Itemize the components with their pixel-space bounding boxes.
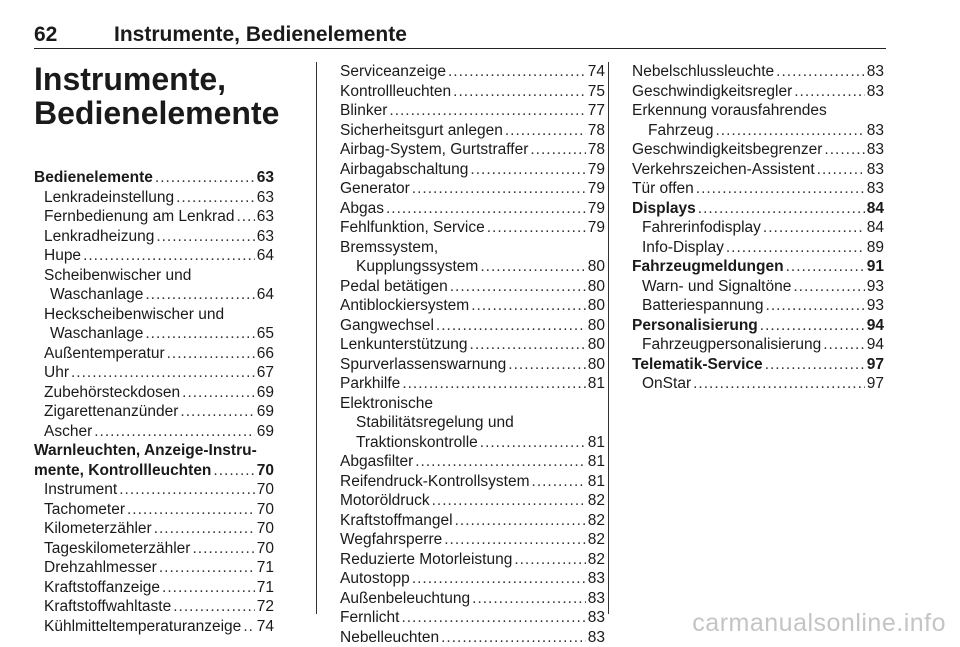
toc-entry-label: Elektronische — [340, 395, 433, 412]
toc-page-number: 67 — [257, 363, 274, 383]
toc-entry[interactable] — [632, 62, 884, 82]
toc-page-number: 83 — [867, 82, 884, 102]
toc-entry-label: Warnleuchten, Anzeige-Instru- — [34, 442, 257, 459]
toc-entry[interactable] — [340, 238, 605, 258]
toc-leader-dots — [412, 179, 586, 199]
toc-page-number: 83 — [588, 608, 605, 628]
chapter-title-line-2: Bedienelemente — [34, 96, 274, 130]
toc-leader-dots — [470, 335, 586, 355]
toc-entry-label: Kontrollleuchten — [340, 82, 451, 102]
toc-entry-label: Uhr — [44, 363, 69, 383]
toc-entry-label: Kraftstoffmangel — [340, 511, 453, 531]
toc-leader-dots — [530, 140, 585, 160]
toc-entry[interactable] — [34, 227, 274, 247]
toc-page-number: 79 — [588, 179, 605, 199]
toc-entry[interactable] — [340, 218, 605, 238]
toc-page-number: 94 — [867, 316, 884, 336]
toc-entry-label: mente, Kontrollleuchten — [34, 461, 211, 481]
column-divider-2 — [608, 62, 609, 614]
toc-entry-label: Parkhilfe — [340, 374, 400, 394]
toc-leader-dots — [94, 422, 255, 442]
toc-entry[interactable] — [340, 628, 605, 647]
toc-leader-dots — [793, 277, 864, 297]
toc-entry-label: Info-Display — [642, 238, 724, 258]
toc-leader-dots — [154, 519, 255, 539]
toc-leader-dots — [145, 324, 254, 344]
toc-page-number: 82 — [588, 491, 605, 511]
watermark: carmanualsonline.info — [692, 609, 946, 638]
toc-entry[interactable] — [340, 472, 605, 492]
toc-entry-label: Fahrzeugmeldungen — [632, 257, 784, 277]
toc-entry[interactable] — [34, 363, 274, 383]
toc-list-1 — [34, 168, 274, 636]
toc-leader-dots — [480, 433, 586, 453]
toc-entry-label: Heckscheibenwischer und — [44, 306, 224, 323]
toc-leader-dots — [71, 363, 255, 383]
toc-page-number: 80 — [588, 335, 605, 355]
toc-entry[interactable] — [340, 511, 605, 531]
toc-entry-label: Airbagabschaltung — [340, 160, 468, 180]
header-title: Instrumente, Bedienelemente — [114, 22, 407, 48]
toc-page-number: 94 — [867, 335, 884, 355]
toc-entry-label: Personalisierung — [632, 316, 758, 336]
toc-leader-dots — [83, 246, 255, 266]
toc-entry[interactable] — [34, 246, 274, 266]
toc-page-number: 72 — [257, 597, 274, 617]
toc-section[interactable] — [632, 257, 884, 277]
toc-entry[interactable] — [632, 335, 884, 355]
toc-entry[interactable] — [340, 316, 605, 336]
toc-leader-dots — [760, 316, 865, 336]
toc-leader-dots — [450, 277, 586, 297]
toc-page-number: 63 — [257, 207, 274, 227]
toc-entry-label: Zigarettenanzünder — [44, 402, 178, 422]
toc-page-number: 79 — [588, 218, 605, 238]
toc-page-number: 80 — [588, 316, 605, 336]
toc-entry[interactable] — [34, 500, 274, 520]
toc-page-number: 78 — [588, 121, 605, 141]
toc-page-number: 82 — [588, 511, 605, 531]
toc-page-number: 66 — [257, 344, 274, 364]
toc-entry-label: Außentemperatur — [44, 344, 165, 364]
toc-page-number: 80 — [588, 296, 605, 316]
toc-entry[interactable] — [632, 121, 884, 141]
toc-entry[interactable] — [340, 179, 605, 199]
toc-entry-label: Geschwindigkeitsbegrenzer — [632, 140, 822, 160]
toc-page-number: 79 — [588, 160, 605, 180]
toc-leader-dots — [766, 296, 865, 316]
toc-entry[interactable] — [34, 519, 274, 539]
toc-entry-label: Drehzahlmesser — [44, 558, 157, 578]
toc-entry[interactable] — [340, 140, 605, 160]
toc-leader-dots — [444, 530, 586, 550]
toc-entry[interactable] — [34, 402, 274, 422]
toc-page-number: 70 — [257, 480, 274, 500]
toc-page-number: 83 — [867, 140, 884, 160]
toc-entry-label: Spurverlassenswarnung — [340, 355, 506, 375]
toc-page-number: 97 — [867, 374, 884, 394]
toc-entry[interactable] — [34, 285, 274, 305]
toc-entry[interactable] — [632, 296, 884, 316]
toc-section[interactable] — [34, 441, 274, 461]
toc-page-number: 75 — [588, 82, 605, 102]
toc-page-number: 84 — [867, 199, 884, 219]
toc-entry[interactable] — [340, 491, 605, 511]
toc-entry[interactable] — [340, 589, 605, 609]
toc-entry-label: Waschanlage — [50, 285, 143, 305]
toc-entry[interactable] — [340, 452, 605, 472]
toc-page-number: 83 — [867, 160, 884, 180]
toc-page-number: 81 — [588, 433, 605, 453]
toc-entry-label: Nebelschlussleuchte — [632, 62, 774, 82]
toc-page-number: 83 — [867, 179, 884, 199]
toc-leader-dots — [776, 62, 865, 82]
toc-leader-dots — [696, 179, 865, 199]
page-number: 62 — [34, 22, 57, 48]
toc-page-number: 70 — [257, 539, 274, 559]
toc-entry[interactable] — [340, 160, 605, 180]
toc-entry-label: Motoröldruck — [340, 491, 430, 511]
toc-page-number: 70 — [257, 461, 274, 481]
toc-entry[interactable] — [34, 578, 274, 598]
toc-leader-dots — [155, 168, 255, 188]
toc-page-number: 71 — [257, 558, 274, 578]
toc-leader-dots — [432, 491, 586, 511]
toc-leader-dots — [167, 344, 255, 364]
toc-entry-label: Bedienelemente — [34, 168, 153, 188]
toc-entry[interactable] — [340, 413, 605, 433]
toc-entry-label: Blinker — [340, 101, 387, 121]
toc-entry[interactable] — [340, 374, 605, 394]
toc-entry-label: Kühlmitteltemperaturanzeige — [44, 617, 241, 637]
toc-leader-dots — [505, 121, 586, 141]
toc-entry[interactable] — [340, 355, 605, 375]
toc-entry[interactable] — [632, 140, 884, 160]
toc-entry[interactable] — [340, 550, 605, 570]
toc-entry[interactable] — [34, 558, 274, 578]
column-divider-1 — [316, 62, 317, 614]
toc-entry[interactable] — [34, 344, 274, 364]
toc-leader-dots — [693, 374, 865, 394]
toc-entry-label: Pedal betätigen — [340, 277, 448, 297]
toc-leader-dots — [698, 199, 865, 219]
toc-entry-label: Kraftstoffanzeige — [44, 578, 160, 598]
toc-section[interactable] — [34, 168, 274, 188]
toc-entry-label: Abgas — [340, 199, 384, 219]
toc-leader-dots — [192, 539, 254, 559]
toc-entry[interactable] — [340, 257, 605, 277]
toc-entry[interactable] — [632, 218, 884, 238]
toc-entry-label: Außenbeleuchtung — [340, 589, 470, 609]
toc-entry-label: Reifendruck-Kontrollsystem — [340, 472, 530, 492]
toc-entry-label: Tachometer — [44, 500, 125, 520]
toc-page-number: 71 — [257, 578, 274, 598]
toc-page-number: 78 — [588, 140, 605, 160]
toc-section[interactable] — [632, 316, 884, 336]
toc-entry-label: Kilometerzähler — [44, 519, 152, 539]
toc-page-number: 93 — [867, 277, 884, 297]
toc-entry[interactable] — [34, 207, 274, 227]
toc-entry-label: Fahrerinfodisplay — [642, 218, 761, 238]
toc-entry[interactable] — [340, 199, 605, 219]
toc-entry[interactable] — [632, 160, 884, 180]
toc-entry[interactable] — [340, 296, 605, 316]
toc-entry-label: Fehlfunktion, Service — [340, 218, 485, 238]
toc-entry[interactable] — [340, 433, 605, 453]
toc-leader-dots — [715, 121, 864, 141]
toc-leader-dots — [824, 140, 864, 160]
toc-page-number: 83 — [588, 569, 605, 589]
toc-section[interactable] — [632, 199, 884, 219]
toc-page-number: 65 — [257, 324, 274, 344]
toc-entry[interactable] — [34, 597, 274, 617]
toc-entry[interactable] — [34, 480, 274, 500]
toc-entry-label: OnStar — [642, 374, 691, 394]
toc-entry[interactable] — [340, 101, 605, 121]
toc-page-number: 82 — [588, 550, 605, 570]
toc-leader-dots — [156, 227, 254, 247]
toc-page-number: 80 — [588, 277, 605, 297]
toc-page-number: 63 — [257, 227, 274, 247]
toc-entry-label: Lenkradheizung — [44, 227, 154, 247]
toc-leader-dots — [389, 101, 585, 121]
toc-leader-dots — [765, 355, 865, 375]
toc-entry-label: Erkennung vorausfahrendes — [632, 102, 827, 119]
toc-leader-dots — [401, 608, 585, 628]
toc-entry[interactable] — [340, 62, 605, 82]
toc-column-1 — [34, 62, 274, 636]
toc-page-number: 84 — [867, 218, 884, 238]
toc-page-number: 69 — [257, 402, 274, 422]
toc-page-number: 81 — [588, 472, 605, 492]
toc-leader-dots — [182, 383, 255, 403]
toc-entry-label: Geschwindigkeitsregler — [632, 82, 792, 102]
toc-leader-dots — [402, 374, 585, 394]
toc-entry-label: Batteriespannung — [642, 296, 764, 316]
toc-entry-label: Serviceanzeige — [340, 62, 446, 82]
toc-page-number: 69 — [257, 383, 274, 403]
toc-entry[interactable] — [632, 238, 884, 258]
toc-entry[interactable] — [34, 617, 274, 637]
toc-leader-dots — [763, 218, 865, 238]
toc-page-number: 63 — [257, 188, 274, 208]
toc-entry[interactable] — [34, 422, 274, 442]
toc-list-2 — [340, 62, 605, 647]
toc-entry-label: Instrument — [44, 480, 117, 500]
toc-entry[interactable] — [34, 305, 274, 325]
toc-leader-dots — [532, 472, 586, 492]
toc-entry-label: Lenkunterstützung — [340, 335, 468, 355]
toc-leader-dots — [436, 316, 586, 336]
chapter-title — [34, 62, 274, 130]
toc-entry-label: Lenkradeinstellung — [44, 188, 174, 208]
toc-page-number: 74 — [257, 617, 274, 637]
toc-entry[interactable] — [632, 101, 884, 121]
toc-leader-dots — [441, 628, 586, 647]
toc-leader-dots — [514, 550, 585, 570]
toc-entry-label: Fahrzeug — [648, 121, 713, 141]
toc-page-number: 63 — [257, 168, 274, 188]
toc-entry[interactable] — [340, 394, 605, 414]
toc-entry-label: Gangwechsel — [340, 316, 434, 336]
toc-entry[interactable] — [340, 608, 605, 628]
toc-leader-dots — [173, 597, 255, 617]
toc-entry[interactable] — [632, 82, 884, 102]
toc-page-number: 89 — [867, 238, 884, 258]
toc-entry[interactable] — [340, 121, 605, 141]
toc-leader-dots — [243, 617, 254, 637]
toc-leader-dots — [119, 480, 255, 500]
chapter-title-line-1: Instrumente, — [34, 62, 274, 96]
toc-entry-label: Generator — [340, 179, 410, 199]
toc-page-number: 77 — [588, 101, 605, 121]
toc-entry-label: Nebelleuchten — [340, 628, 439, 647]
toc-page-number: 83 — [867, 121, 884, 141]
toc-entry-label: Displays — [632, 199, 696, 219]
toc-entry-label: Scheibenwischer und — [44, 267, 191, 284]
toc-entry[interactable] — [340, 530, 605, 550]
page-header — [34, 22, 886, 49]
toc-entry[interactable] — [340, 569, 605, 589]
toc-page-number: 74 — [588, 62, 605, 82]
toc-leader-dots — [236, 207, 254, 227]
toc-entry[interactable] — [34, 188, 274, 208]
toc-page-number: 83 — [588, 589, 605, 609]
toc-leader-dots — [412, 569, 586, 589]
toc-leader-dots — [817, 160, 865, 180]
toc-page-number: 93 — [867, 296, 884, 316]
toc-entry-label: Telematik-Service — [632, 355, 763, 375]
toc-column-3 — [632, 62, 884, 394]
toc-leader-dots — [487, 218, 586, 238]
toc-page-number: 70 — [257, 519, 274, 539]
toc-leader-dots — [453, 82, 586, 102]
toc-leader-dots — [472, 589, 586, 609]
toc-entry-label: Kraftstoffwahltaste — [44, 597, 171, 617]
toc-page-number: 83 — [867, 62, 884, 82]
toc-page-number: 69 — [257, 422, 274, 442]
toc-entry[interactable] — [632, 179, 884, 199]
toc-leader-dots — [180, 402, 254, 422]
toc-page-number: 91 — [867, 257, 884, 277]
toc-leader-dots — [823, 335, 865, 355]
toc-page-number: 80 — [588, 355, 605, 375]
toc-leader-dots — [455, 511, 586, 531]
toc-page-number: 97 — [867, 355, 884, 375]
toc-entry-label: Sicherheitsgurt anlegen — [340, 121, 503, 141]
toc-entry-label: Kupplungssystem — [356, 257, 478, 277]
toc-page-number: 81 — [588, 374, 605, 394]
toc-entry-label: Traktionskontrolle — [356, 433, 478, 453]
toc-entry[interactable] — [34, 266, 274, 286]
toc-entry-label: Tür offen — [632, 179, 694, 199]
toc-leader-dots — [162, 578, 255, 598]
toc-leader-dots — [127, 500, 255, 520]
toc-entry-label: Reduzierte Motorleistung — [340, 550, 512, 570]
toc-leader-dots — [415, 452, 586, 472]
toc-entry[interactable] — [34, 383, 274, 403]
toc-entry-label: Warn- und Signaltöne — [642, 277, 791, 297]
toc-entry-label: Hupe — [44, 246, 81, 266]
toc-entry[interactable] — [340, 82, 605, 102]
toc-leader-dots — [386, 199, 586, 219]
toc-page-number: 83 — [588, 628, 605, 647]
toc-page-number: 80 — [588, 257, 605, 277]
toc-entry[interactable] — [340, 335, 605, 355]
toc-leader-dots — [159, 558, 255, 578]
toc-page-number: 79 — [588, 199, 605, 219]
toc-entry-label: Stabilitätsregelung und — [356, 414, 514, 431]
toc-entry-label: Fernbedienung am Lenkrad — [44, 207, 234, 227]
toc-entry-label: Waschanlage — [50, 324, 143, 344]
toc-leader-dots — [471, 296, 586, 316]
toc-leader-dots — [508, 355, 585, 375]
toc-leader-dots — [470, 160, 585, 180]
toc-list-3 — [632, 62, 884, 394]
toc-entry[interactable] — [34, 539, 274, 559]
toc-page-number: 64 — [257, 285, 274, 305]
toc-entry-label: Ascher — [44, 422, 92, 442]
toc-leader-dots — [794, 82, 865, 102]
toc-section[interactable] — [34, 461, 274, 481]
toc-entry-label: Bremssystem, — [340, 239, 438, 256]
toc-page-number: 64 — [257, 246, 274, 266]
toc-column-2 — [340, 62, 605, 647]
toc-entry-label: Wegfahrsperre — [340, 530, 442, 550]
toc-entry[interactable] — [632, 277, 884, 297]
toc-page-number: 82 — [588, 530, 605, 550]
toc-entry-label: Tageskilometerzähler — [44, 539, 190, 559]
toc-section[interactable] — [632, 355, 884, 375]
toc-leader-dots — [480, 257, 585, 277]
toc-leader-dots — [786, 257, 865, 277]
toc-leader-dots — [176, 188, 255, 208]
toc-leader-dots — [726, 238, 865, 258]
toc-leader-dots — [145, 285, 254, 305]
toc-page-number: 70 — [257, 500, 274, 520]
toc-entry[interactable] — [632, 374, 884, 394]
toc-entry-label: Fahrzeugpersonalisierung — [642, 335, 821, 355]
toc-entry-label: Antiblockiersystem — [340, 296, 469, 316]
toc-leader-dots — [213, 461, 254, 481]
toc-entry-label: Fernlicht — [340, 608, 399, 628]
toc-page-number: 81 — [588, 452, 605, 472]
toc-entry[interactable] — [34, 324, 274, 344]
toc-entry-label: Verkehrszeichen-Assistent — [632, 160, 815, 180]
toc-entry-label: Airbag-System, Gurtstraffer — [340, 140, 528, 160]
toc-entry-label: Autostopp — [340, 569, 410, 589]
toc-entry-label: Zubehörsteckdosen — [44, 383, 180, 403]
toc-leader-dots — [448, 62, 586, 82]
toc-entry-label: Abgasfilter — [340, 452, 413, 472]
toc-entry[interactable] — [340, 277, 605, 297]
